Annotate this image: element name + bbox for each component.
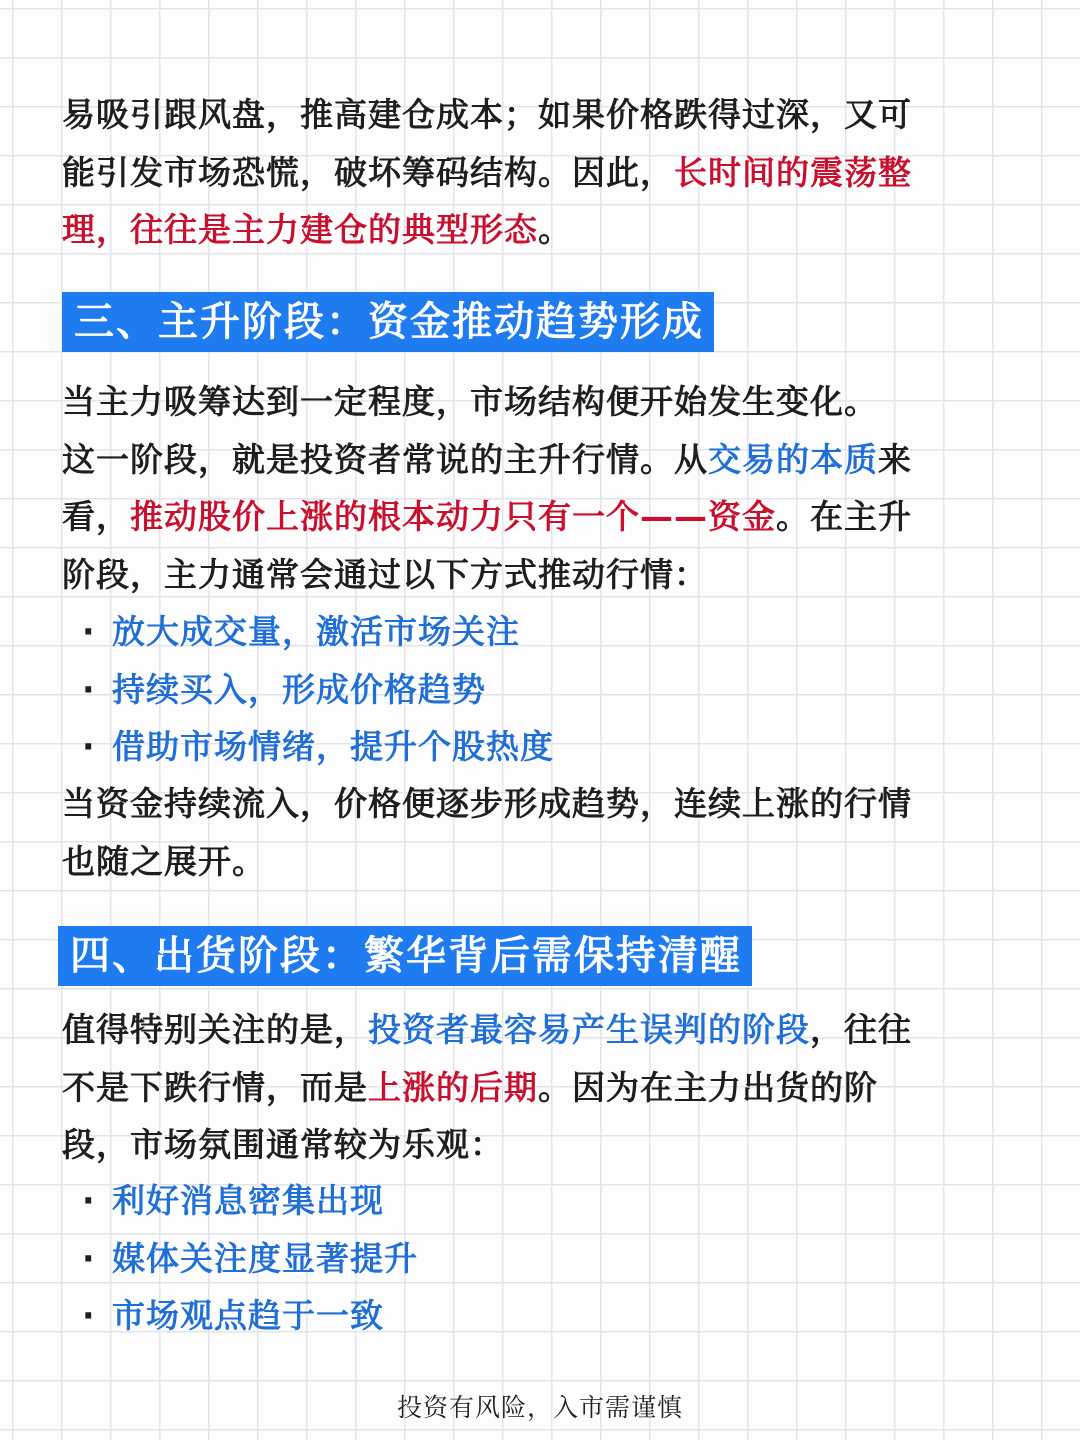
text-line: 来 [878,439,912,479]
bullet-dot: · [82,612,96,651]
list-item-text: 利好消息密集出现 [112,1181,384,1220]
text-line: 。 [538,210,572,249]
highlight-red: 长时间的震荡整 [674,152,912,192]
list-item-text: 媒体关注度显著提升 [112,1238,418,1278]
text-line: 不是下跌行情，而是 [62,1067,368,1107]
text-line: 易吸引跟风盘，推高建仓成本；如果价格跌得过深，又可 [62,95,912,134]
section3-heading: 三、主升阶段：资金推动趋势形成 [62,292,714,352]
section4-bullet-list [82,1172,418,1345]
text-line: ，往往 [810,1010,912,1049]
text-line: 看， [62,497,130,536]
highlight-blue: 投资者最容易产生误判的阶段 [368,1010,810,1049]
list-item-text: 市场观点趋于一致 [112,1296,384,1335]
text-line: 阶段，主力通常会通过以下方式推动行情： [62,554,708,594]
section3-closing-paragraph [62,775,1022,890]
list-item [82,1230,418,1288]
list-item-text: 持续买入，形成价格趋势 [112,669,486,709]
list-item [82,1172,418,1230]
text-line: 这一阶段，就是投资者常说的主升行情。从 [62,439,708,479]
highlight-red: 推动股价上涨的根本动力只有一个——资金 [130,497,776,536]
highlight-blue: 交易的本质 [708,439,878,479]
bullet-dot: · [82,669,96,709]
section4-heading: 四、出货阶段：繁华背后需保持清醒 [58,926,752,986]
list-item [82,661,554,719]
section4-paragraph [62,1001,1022,1174]
section3-bullet-list [82,603,554,776]
text-line: 段，市场氛围通常较为乐观： [62,1125,504,1164]
text-line: 。因为在主力出货的阶 [538,1067,878,1107]
bullet-dot: · [82,1181,96,1220]
bullet-dot: · [82,727,96,766]
text-line: 能引发市场恐慌，破坏筹码结构。因此， [62,152,674,192]
text-line: 。在主升 [776,497,912,536]
text-line: 值得特别关注的是， [62,1010,368,1049]
text-line: 也随之展开。 [62,841,266,881]
text-line: 当资金持续流入，价格便逐步形成趋势，连续上涨的行情 [62,784,912,823]
text-line: 当主力吸筹达到一定程度，市场结构便开始发生变化。 [62,382,878,421]
section3-paragraph [62,373,1022,603]
list-item [82,718,554,776]
bullet-dot: · [82,1296,96,1335]
list-item [82,1287,418,1345]
section2-tail-paragraph [62,86,1022,259]
highlight-red: 理，往往是主力建仓的典型形态 [62,210,538,249]
list-item-text: 放大成交量，激活市场关注 [112,612,520,651]
article [62,0,1022,1440]
list-item-text: 借助市场情绪，提升个股热度 [112,727,554,766]
risk-disclaimer-footer: 投资有风险，入市需谨慎 [396,1393,683,1422]
bullet-dot: · [82,1238,96,1278]
highlight-red: 上涨的后期 [368,1067,538,1107]
list-item [82,603,554,661]
